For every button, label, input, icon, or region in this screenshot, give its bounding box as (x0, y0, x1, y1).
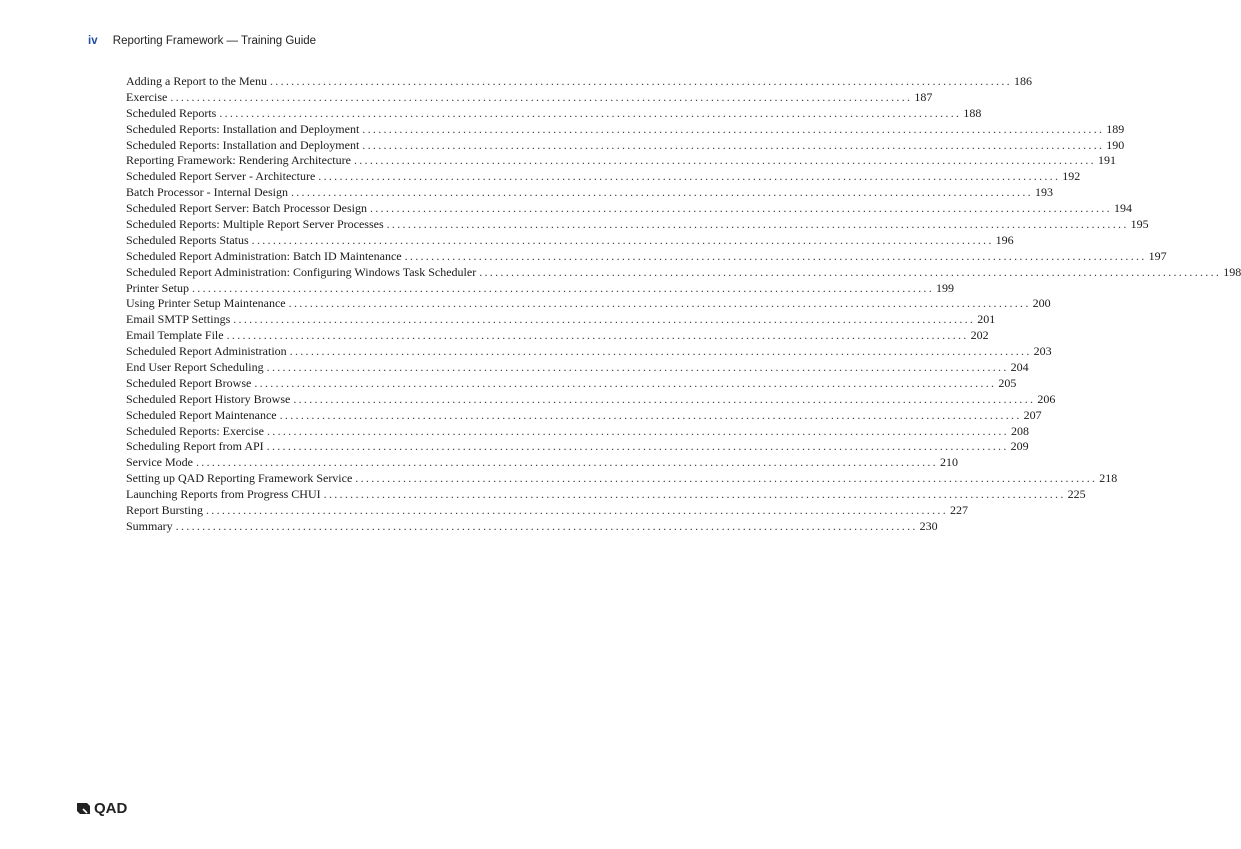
toc-entry-page: 206 (1037, 391, 1056, 406)
toc-entry[interactable] (126, 248, 1167, 265)
toc-entry-page: 225 (1067, 487, 1086, 502)
toc-entry-page: 194 (1113, 201, 1132, 216)
toc-entry[interactable] (126, 423, 1029, 440)
toc-entry[interactable] (126, 344, 1052, 360)
dot-leader: ............................................................................................................................................ (353, 153, 1096, 168)
dot-leader: ............................................................................................................................................ (175, 518, 918, 533)
dot-leader: ............................................................................................................................................ (195, 455, 938, 470)
toc-entry[interactable] (126, 153, 1116, 169)
toc-entry[interactable] (126, 296, 1051, 312)
toc-entry-title: Batch Processor - Internal Design (126, 185, 288, 200)
dot-leader: ............................................................................................................................................ (362, 137, 1105, 152)
toc-entry-page: 190 (1106, 137, 1125, 152)
toc-entry-page: 204 (1010, 360, 1029, 375)
toc-entry[interactable] (126, 518, 938, 535)
toc-entry-page: 209 (1010, 439, 1029, 454)
toc-entry-page: 192 (1062, 169, 1081, 184)
toc-entry-page: 197 (1148, 248, 1167, 263)
toc-entry[interactable] (126, 455, 958, 471)
dot-leader: ............................................................................................................................................ (289, 344, 1032, 359)
toc-entry-page: 200 (1032, 296, 1051, 311)
toc-entry-title: Scheduled Report Administration: Configuring Windows Task Scheduler (126, 264, 477, 279)
dot-leader: ............................................................................................................................................ (206, 503, 948, 518)
dot-leader: ............................................................................................................................................ (266, 439, 1009, 454)
dot-leader: ............................................................................................................................................ (219, 105, 962, 120)
toc-entry-title: Scheduled Report History Browse (126, 391, 291, 406)
dot-leader: ............................................................................................................................................ (318, 169, 1061, 184)
toc-entry[interactable] (126, 89, 933, 106)
dot-leader: ............................................................................................................................................ (226, 328, 969, 343)
dot-leader: ............................................................................................................................................ (404, 248, 1147, 263)
toc-entry[interactable] (126, 360, 1029, 376)
toc-entry[interactable] (126, 328, 989, 344)
toc-entry[interactable] (126, 439, 1029, 455)
dot-leader: ............................................................................................................................................ (269, 74, 1012, 88)
dot-leader: ............................................................................................................................................ (192, 280, 934, 295)
toc-entry[interactable] (126, 503, 968, 519)
toc-entry-page: 193 (1034, 185, 1053, 200)
toc-entry-title: Setting up QAD Reporting Framework Service (126, 471, 353, 486)
toc-entry-page: 208 (1010, 423, 1029, 438)
table-of-contents (126, 74, 1241, 535)
toc-entry[interactable] (126, 487, 1086, 503)
toc-entry-page: 203 (1033, 344, 1052, 359)
toc-entry-title: Scheduled Reports: Multiple Report Server Processes (126, 217, 384, 232)
toc-entry[interactable] (126, 74, 1032, 90)
toc-entry-page: 202 (970, 328, 989, 343)
dot-leader: ............................................................................................................................................ (355, 471, 1098, 486)
dot-leader: ............................................................................................................................................ (290, 185, 1033, 200)
toc-entry-title: Printer Setup (126, 280, 189, 295)
toc-entry[interactable] (126, 407, 1042, 424)
qad-logo (76, 800, 127, 817)
dot-leader: ............................................................................................................................................ (386, 217, 1129, 232)
qad-logo-icon (76, 802, 91, 815)
toc-entry-title: Report Bursting (126, 503, 203, 518)
toc-entry-page: 191 (1097, 153, 1116, 168)
dot-leader: ............................................................................................................................................ (479, 264, 1222, 279)
toc-entry[interactable] (126, 391, 1056, 408)
toc-entry-title: Email Template File (126, 328, 224, 343)
toc-entry-title: Reporting Framework: Rendering Architecture (126, 153, 351, 168)
toc-entry[interactable] (126, 217, 1149, 233)
dot-leader: ............................................................................................................................................ (266, 360, 1009, 375)
toc-entry-title: Launching Reports from Progress CHUI (126, 487, 321, 502)
toc-entry[interactable] (126, 169, 1081, 185)
toc-entry[interactable] (126, 471, 1118, 487)
toc-entry-title: Scheduled Report Server: Batch Processor Design (126, 201, 367, 216)
toc-entry-page: 227 (950, 503, 968, 518)
toc-entry-title: Scheduled Report Browse (126, 375, 252, 390)
toc-entry[interactable] (126, 232, 1014, 249)
toc-entry-title: Scheduled Reports: Installation and Deployment (126, 121, 360, 136)
toc-entry[interactable] (126, 137, 1125, 154)
dot-leader: ............................................................................................................................................ (233, 312, 976, 327)
dot-leader: ............................................................................................................................................ (288, 296, 1031, 311)
toc-entry-page: 201 (977, 312, 996, 327)
toc-entry-page: 207 (1023, 407, 1042, 422)
toc-entry-title: Exercise (126, 89, 168, 104)
toc-entry-page: 196 (995, 232, 1014, 247)
toc-entry-title: Using Printer Setup Maintenance (126, 296, 286, 311)
toc-entry[interactable] (126, 105, 982, 122)
running-header (88, 35, 316, 47)
dot-leader: ............................................................................................................................................ (279, 407, 1022, 422)
toc-entry-page: 189 (1106, 121, 1125, 136)
toc-entry-page: 195 (1130, 217, 1149, 232)
toc-entry-page: 218 (1099, 471, 1118, 486)
page-number: iv (88, 35, 98, 47)
toc-entry-page: 230 (919, 518, 938, 533)
toc-entry-title: Summary (126, 518, 173, 533)
toc-entry[interactable] (126, 185, 1053, 201)
dot-leader: ............................................................................................................................................ (254, 375, 997, 390)
logo-text: QAD (94, 800, 128, 817)
dot-leader: ............................................................................................................................................ (369, 201, 1112, 216)
toc-entry[interactable] (126, 201, 1132, 217)
toc-entry[interactable] (126, 264, 1241, 281)
toc-entry-title: Service Mode (126, 455, 193, 470)
toc-entry-page: 187 (914, 89, 933, 104)
toc-entry-page: 198 (1223, 264, 1241, 279)
toc-entry[interactable] (126, 280, 954, 297)
toc-entry-title: Scheduled Reports: Exercise (126, 423, 264, 438)
toc-entry-title: End User Report Scheduling (126, 360, 264, 375)
toc-entry[interactable] (126, 121, 1125, 138)
dot-leader: ............................................................................................................................................ (170, 89, 913, 104)
toc-entry-title: Adding a Report to the Menu (126, 74, 267, 88)
toc-entry-title: Scheduled Report Maintenance (126, 407, 277, 422)
toc-entry-title: Scheduled Report Administration (126, 344, 287, 359)
toc-entry-title: Scheduled Report Server - Architecture (126, 169, 316, 184)
toc-entry[interactable] (126, 375, 1017, 392)
toc-entry-page: 188 (963, 105, 982, 120)
toc-entry-page: 205 (998, 375, 1017, 390)
toc-entry-page: 199 (936, 280, 954, 295)
dot-leader: ............................................................................................................................................ (362, 121, 1105, 136)
toc-entry-title: Scheduled Reports Status (126, 232, 249, 247)
toc-entry-title: Scheduling Report from API (126, 439, 264, 454)
toc-entry[interactable] (126, 312, 996, 328)
dot-leader: ............................................................................................................................................ (293, 391, 1036, 406)
toc-entry-title: Scheduled Report Administration: Batch ID Maintenance (126, 248, 402, 263)
toc-entry-page: 210 (939, 455, 958, 470)
dot-leader: ............................................................................................................................................ (266, 423, 1009, 438)
toc-entry-title: Scheduled Reports (126, 105, 217, 120)
dot-leader: ............................................................................................................................................ (251, 232, 994, 247)
document-title: Reporting Framework — Training Guide (112, 35, 317, 47)
dot-leader: ............................................................................................................................................ (323, 487, 1066, 502)
toc-entry-title: Scheduled Reports: Installation and Deployment (126, 137, 360, 152)
toc-entry-page: 186 (1013, 74, 1032, 88)
toc-entry-title: Email SMTP Settings (126, 312, 231, 327)
